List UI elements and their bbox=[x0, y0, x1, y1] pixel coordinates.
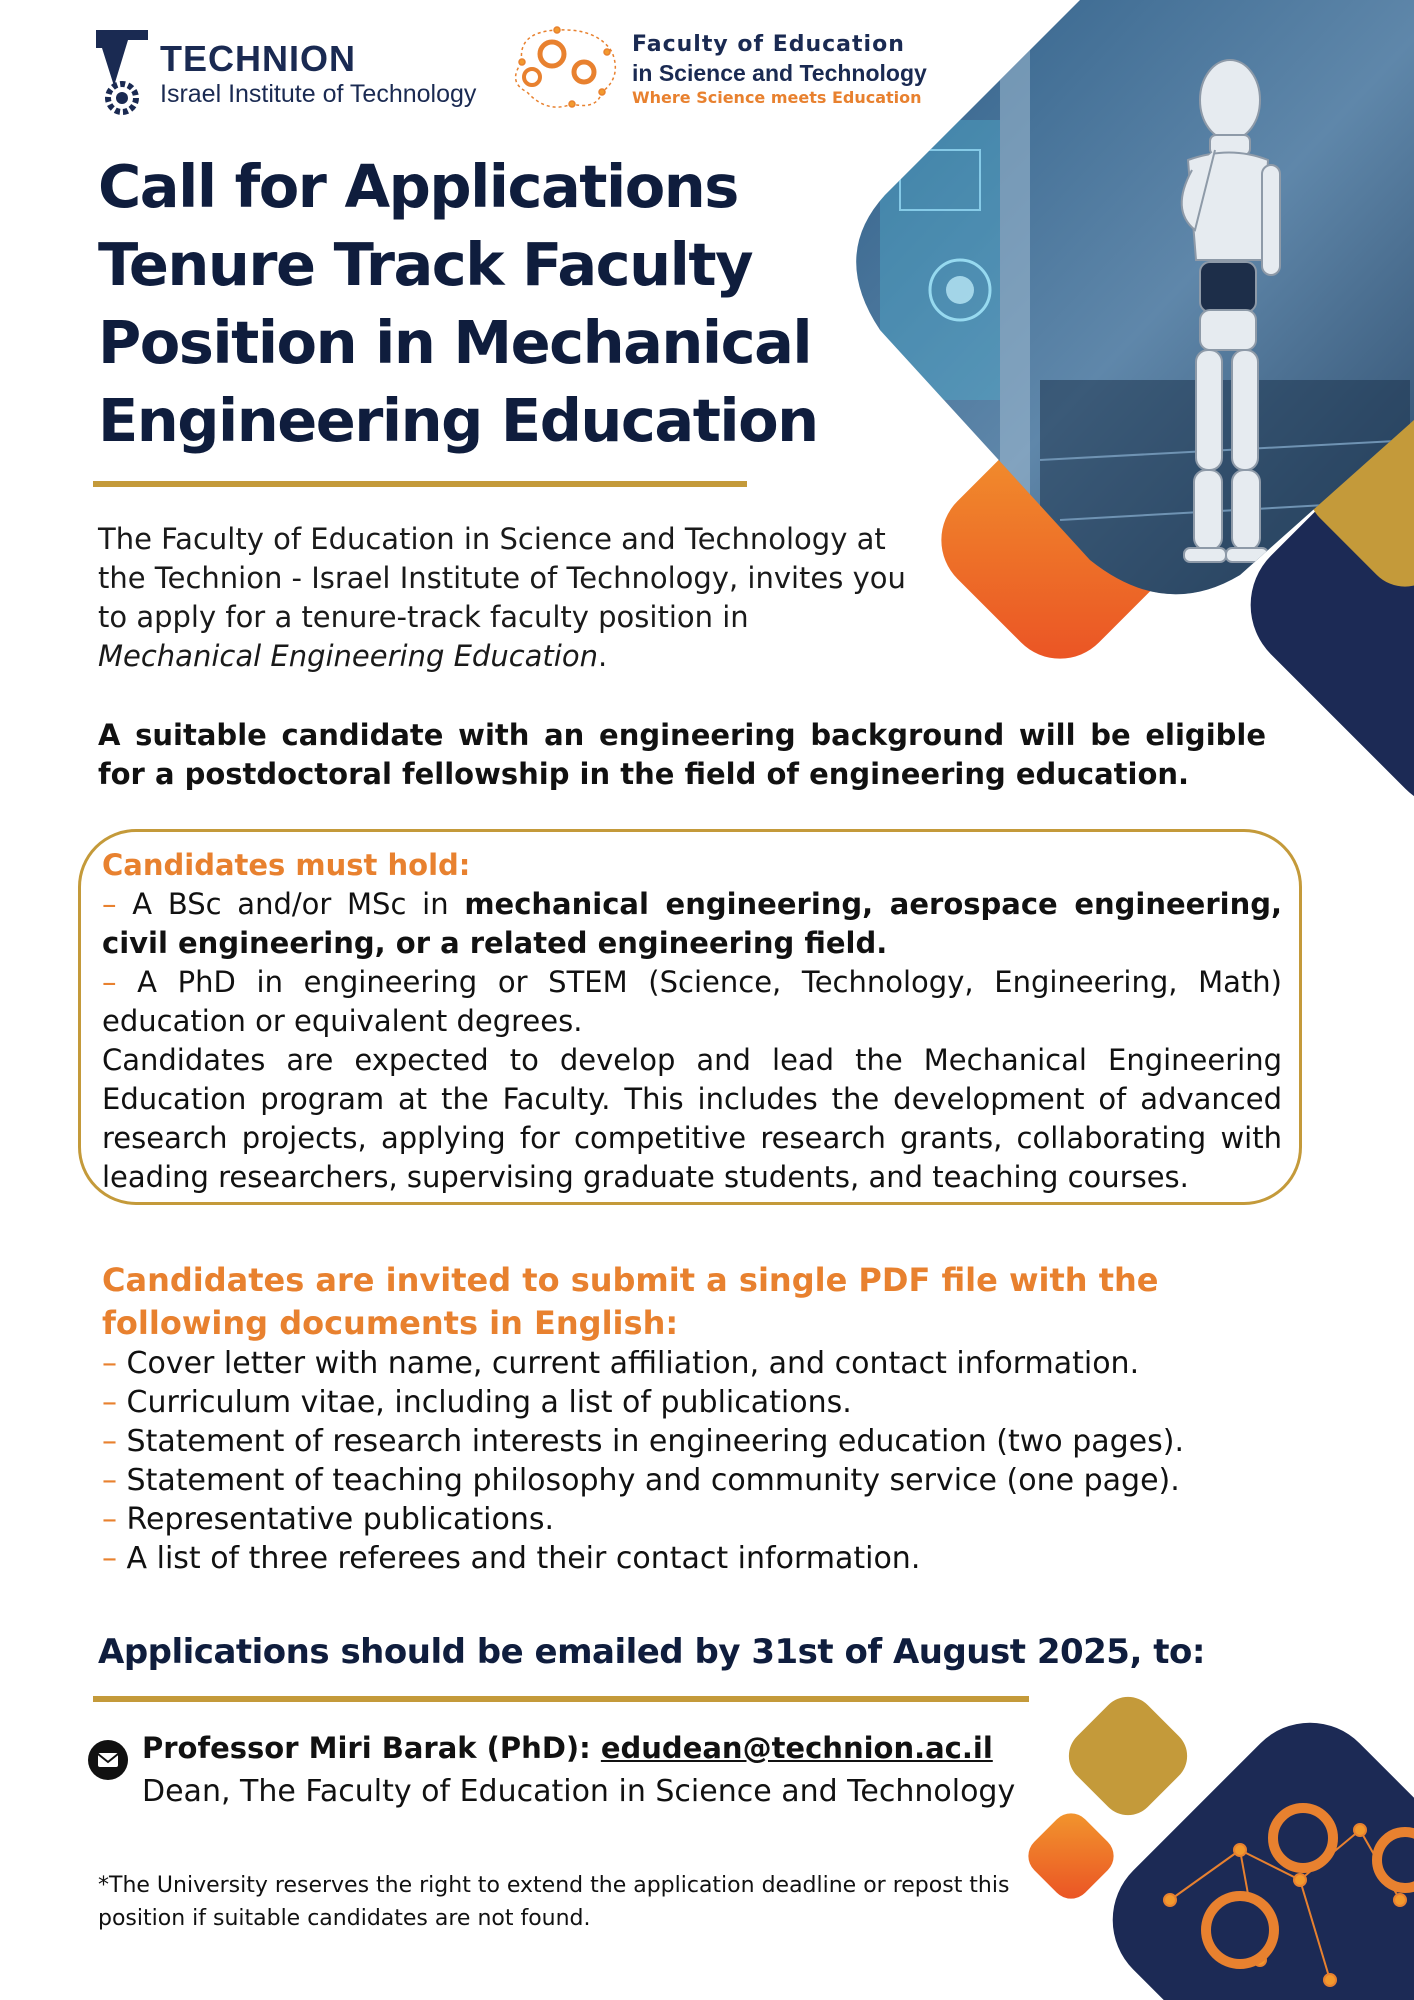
deadline-heading: Applications should be emailed by 31st of August 2025, to: bbox=[98, 1632, 1205, 1672]
technion-logo bbox=[92, 26, 492, 116]
title-line: Tenure Track Faculty bbox=[98, 230, 753, 299]
list-item-text: Statement of research interests in engineering education (two pages). bbox=[126, 1424, 1184, 1459]
list-item bbox=[102, 1422, 1262, 1461]
list-item bbox=[102, 1500, 1262, 1539]
list-item-text: Representative publications. bbox=[126, 1502, 555, 1537]
requirement-text: A BSc and/or MSc in bbox=[116, 887, 465, 921]
intro-paragraph bbox=[98, 520, 918, 676]
list-item-text: Cover letter with name, current affiliation, and contact information. bbox=[126, 1346, 1140, 1381]
list-item bbox=[102, 1344, 1262, 1383]
title-line: Position in Mechanical bbox=[98, 308, 812, 377]
technion-subtitle: Israel Institute of Technology bbox=[160, 80, 477, 108]
technion-name: TECHNION bbox=[160, 38, 356, 79]
requirements-content bbox=[102, 846, 1282, 1197]
intro-text: The Faculty of Education in Science and Technology at the Technion - Israel Institute of Technology, invites you to apply for a tenure-track faculty position in bbox=[98, 522, 906, 634]
requirement-fields: mechanical engineering, aerospace engineering, civil engineering, or a related engineering field. bbox=[102, 887, 1282, 960]
list-item bbox=[102, 1461, 1262, 1500]
contact-person: Professor Miri Barak (PhD): bbox=[142, 1731, 601, 1765]
faculty-logo bbox=[502, 22, 927, 117]
dash-bullet: – bbox=[102, 887, 117, 921]
faculty-brain-gears-icon bbox=[502, 22, 627, 117]
title-line: Engineering Education bbox=[98, 386, 818, 455]
list-item bbox=[102, 1539, 1262, 1578]
intro-period: . bbox=[597, 639, 608, 673]
dash-bullet: – bbox=[102, 1541, 117, 1576]
documents-heading: Candidates are invited to submit a single PDF file with the following documents in English: bbox=[102, 1261, 1159, 1342]
contact-name bbox=[142, 1731, 993, 1765]
requirement-text: A PhD in engineering or STEM (Science, Technology, Engineering, Math) education or equivalent degrees. bbox=[102, 965, 1282, 1038]
requirement-item bbox=[102, 963, 1282, 1041]
dash-bullet: – bbox=[102, 1463, 117, 1498]
expectations-text: Candidates are expected to develop and lead the Mechanical Engineering Education program at the Faculty. This includes the development of advanced research projects, applying for competitive research grants, collaborating with leading researchers, supervising graduate students, and teaching courses. bbox=[102, 1043, 1282, 1194]
dash-bullet: – bbox=[102, 1346, 117, 1381]
deadline-divider bbox=[93, 1696, 1029, 1702]
footnote: *The University reserves the right to extend the application deadline or repost this position if suitable candidates are not found. bbox=[98, 1873, 1010, 1931]
requirement-item bbox=[102, 885, 1282, 963]
dash-bullet: – bbox=[102, 1502, 117, 1537]
documents-list bbox=[102, 1344, 1262, 1578]
faculty-name-line1: Faculty of Education bbox=[632, 32, 905, 57]
faculty-tagline: Where Science meets Education bbox=[632, 88, 922, 107]
list-item-text: A list of three referees and their contact information. bbox=[126, 1541, 921, 1576]
dash-bullet: – bbox=[102, 965, 117, 999]
page-title bbox=[98, 148, 858, 460]
gold-diamond-bottom bbox=[1057, 1685, 1198, 1826]
list-item-text: Curriculum vitae, including a list of publications. bbox=[126, 1385, 852, 1420]
faculty-name-line2: in Science and Technology bbox=[632, 60, 927, 86]
email-link[interactable]: edudean@technion.ac.il bbox=[600, 1731, 993, 1765]
postdoc-note: A suitable candidate with an engineering background will be eligible for a postdoctoral fellowship in the field of engineering education. bbox=[98, 718, 1266, 791]
title-line: Call for Applications bbox=[98, 152, 738, 221]
list-item-text: Statement of teaching philosophy and community service (one page). bbox=[126, 1463, 1180, 1498]
dash-bullet: – bbox=[102, 1424, 117, 1459]
list-item bbox=[102, 1383, 1262, 1422]
technion-emblem-icon bbox=[92, 26, 152, 116]
dash-bullet: – bbox=[102, 1385, 117, 1420]
mail-icon bbox=[88, 1740, 128, 1780]
requirements-heading: Candidates must hold: bbox=[102, 848, 471, 882]
contact-role: Dean, The Faculty of Education in Science and Technology bbox=[142, 1774, 1016, 1809]
intro-italic-field: Mechanical Engineering Education bbox=[98, 639, 598, 673]
title-divider bbox=[93, 481, 747, 487]
